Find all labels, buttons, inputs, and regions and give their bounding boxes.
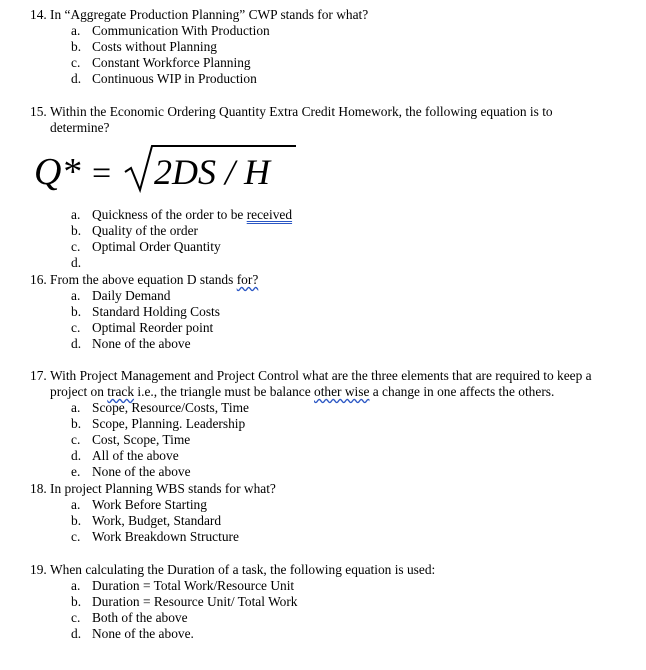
question-stem	[30, 272, 630, 288]
option-letter: c.	[71, 320, 81, 335]
question-number: 18.	[30, 481, 47, 496]
option-e	[30, 464, 630, 480]
option-letter: c.	[71, 432, 81, 447]
option-text: Duration = Resource Unit/ Total Work	[92, 594, 298, 609]
eoq-equation	[34, 140, 314, 198]
option-letter: a.	[71, 400, 81, 415]
option-c	[30, 55, 630, 71]
question-number: 19.	[30, 562, 47, 577]
question-stem	[30, 481, 630, 497]
option-text: Quality of the order	[92, 223, 198, 238]
question-19	[30, 562, 630, 642]
option-c	[30, 432, 630, 448]
question-text: With Project Management and Project Control what are the three elements that are required to keep a	[50, 368, 592, 383]
option-letter: c.	[71, 55, 81, 70]
option-text: Duration = Total Work/Resource Unit	[92, 578, 295, 593]
option-text: Work Breakdown Structure	[92, 529, 239, 544]
option-text: Both of the above	[92, 610, 188, 625]
option-letter: d.	[71, 448, 82, 463]
question-15-options	[30, 207, 630, 271]
question-text: Within the Economic Ordering Quantity Extra Credit Homework, the following equation is to	[50, 104, 553, 119]
option-b	[30, 513, 630, 529]
option-text: Cost, Scope, Time	[92, 432, 191, 447]
option-text: Work Before Starting	[92, 497, 207, 512]
option-c	[30, 529, 630, 545]
option-letter: a.	[71, 207, 81, 222]
question-stem	[30, 368, 630, 384]
option-a	[30, 207, 630, 223]
option-text: None of the above	[92, 336, 191, 351]
option-letter: d.	[71, 255, 82, 270]
option-text: Scope, Planning. Leadership	[92, 416, 246, 431]
option-text: Optimal Reorder point	[92, 320, 214, 335]
option-letter: b.	[71, 594, 82, 609]
option-letter: a.	[71, 497, 81, 512]
option-a	[30, 23, 630, 39]
option-b	[30, 594, 630, 610]
question-number: 17.	[30, 368, 47, 383]
option-text: Standard Holding Costs	[92, 304, 220, 319]
option-list	[30, 497, 630, 545]
question-stem	[30, 7, 630, 23]
option-letter: e.	[71, 464, 81, 479]
question-text: In “Aggregate Production Planning” CWP stands for what?	[50, 7, 369, 22]
option-letter: b.	[71, 223, 82, 238]
option-letter: c.	[71, 239, 81, 254]
marked-word: other wise	[314, 384, 370, 399]
question-stem	[30, 562, 630, 578]
option-letter: a.	[71, 23, 81, 38]
question-number: 14.	[30, 7, 47, 22]
marked-word: received	[246, 207, 293, 222]
marked-word: for?	[236, 272, 259, 287]
option-c	[30, 320, 630, 336]
option-text: Work, Budget, Standard	[92, 513, 222, 528]
text-run: i.e., the triangle must be balance	[134, 384, 314, 399]
question-16	[30, 272, 630, 352]
option-text: Constant Workforce Planning	[92, 55, 251, 70]
question-14	[30, 7, 630, 87]
option-text: None of the above	[92, 464, 191, 479]
option-a	[30, 288, 630, 304]
option-text: Optimal Order Quantity	[92, 239, 221, 254]
question-number: 15.	[30, 104, 47, 119]
text-run: a change in one affects the others.	[369, 384, 555, 399]
question-text-continued: determine?	[50, 120, 110, 135]
question-17	[30, 368, 630, 480]
equation-lhs: Q*	[34, 151, 81, 193]
question-text: When calculating the Duration of a task, the following equation is used:	[50, 562, 436, 577]
option-text: Scope, Resource/Costs, Time	[92, 400, 249, 415]
option-letter: a.	[71, 288, 81, 303]
question-18	[30, 481, 630, 545]
option-letter: d.	[71, 336, 82, 351]
option-list	[30, 23, 630, 87]
option-letter: b.	[71, 39, 82, 54]
question-15	[30, 104, 630, 136]
option-list	[30, 400, 630, 480]
option-d	[30, 71, 630, 87]
option-text: Continuous WIP in Production	[92, 71, 257, 86]
option-letter: c.	[71, 610, 81, 625]
option-c	[30, 239, 630, 255]
question-stem	[30, 104, 630, 120]
option-text-plain: Quickness of the order to be	[92, 207, 247, 222]
question-text-continued	[30, 384, 630, 400]
option-b	[30, 223, 630, 239]
option-a	[30, 578, 630, 594]
option-list	[30, 288, 630, 352]
option-d	[30, 626, 630, 642]
option-d	[30, 336, 630, 352]
option-letter: c.	[71, 529, 81, 544]
option-text: Daily Demand	[92, 288, 171, 303]
equation-equals: =	[92, 155, 112, 192]
option-text: All of the above	[92, 448, 179, 463]
question-text: From the above equation D stands	[50, 272, 237, 287]
option-b	[30, 416, 630, 432]
option-letter: b.	[71, 304, 82, 319]
option-list	[30, 207, 630, 271]
option-d	[30, 448, 630, 464]
question-number: 16.	[30, 272, 47, 287]
equation-radicand: 2DS / H	[154, 152, 270, 192]
option-text	[92, 207, 292, 223]
option-letter: d.	[71, 626, 82, 641]
option-a	[30, 400, 630, 416]
option-c	[30, 610, 630, 626]
question-text: In project Planning WBS stands for what?	[50, 481, 276, 496]
option-text: None of the above.	[92, 626, 194, 641]
option-a	[30, 497, 630, 513]
option-letter: d.	[71, 71, 82, 86]
option-letter: b.	[71, 416, 82, 431]
option-list	[30, 578, 630, 642]
option-text: Costs without Planning	[92, 39, 217, 54]
option-b	[30, 39, 630, 55]
marked-word: track	[107, 384, 135, 399]
option-text: Communication With Production	[92, 23, 270, 38]
option-letter: b.	[71, 513, 82, 528]
text-run: project on	[50, 384, 108, 399]
option-letter: a.	[71, 578, 81, 593]
option-b	[30, 304, 630, 320]
option-d	[30, 255, 630, 271]
